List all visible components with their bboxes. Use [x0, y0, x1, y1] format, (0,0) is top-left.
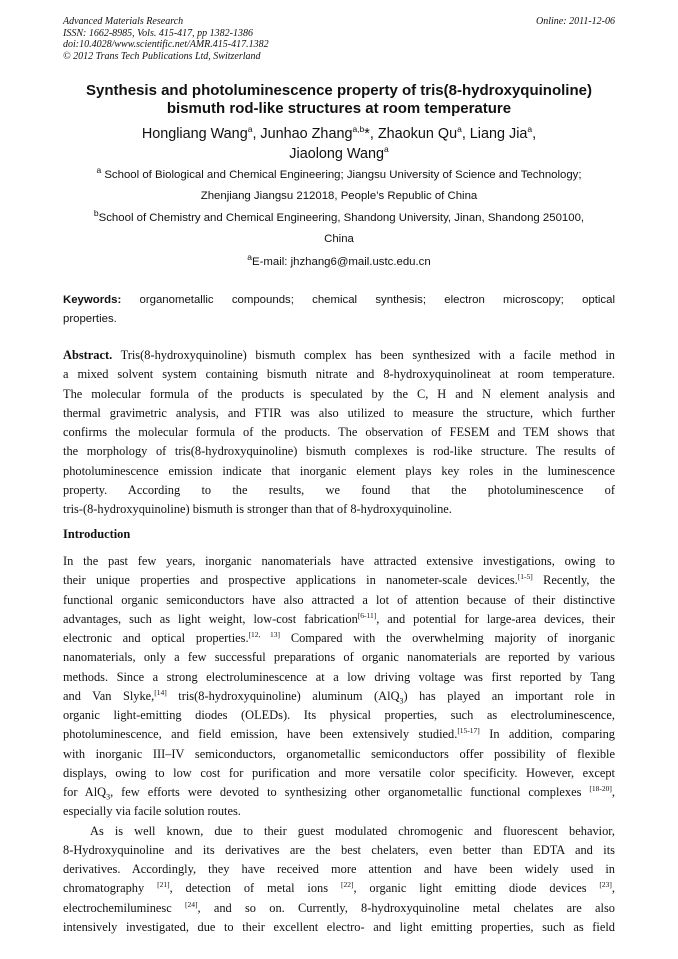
text-run: chromatography	[63, 881, 158, 896]
intro-line: 8-Hydroxyquinoline and its derivatives are the best chelaters, even better than EDTA and its	[63, 842, 615, 857]
copyright-line: © 2012 Trans Tech Publications Ltd, Switzerland	[63, 50, 261, 62]
citation: [6-11]	[357, 610, 377, 620]
intro-line: organic light-emitting diodes (OLEDs). Its physical properties, such as electroluminescence,	[63, 708, 615, 722]
abstract-line	[63, 346, 615, 365]
text-run: photoluminescence, and field emission, have been extensively studied.	[63, 727, 458, 742]
abstract-line: property. According to the results, we found that the photoluminescence of	[63, 482, 615, 497]
text-run: Recently, the	[532, 573, 616, 588]
abstract-line: a mixed solvent system containing bismuth nitrate and 8-hydroxyquinolineat at room temperature.	[63, 367, 615, 382]
paper-title	[40, 82, 638, 118]
text-run: ,	[611, 785, 615, 799]
keywords-label: Keywords:	[63, 294, 122, 306]
author-affil-mark: a	[383, 144, 389, 155]
author-name: Hongliang Wang	[141, 126, 248, 142]
intro-line: methods. Since a strong electroluminescence at a low driving voltage was first reported by Tang	[63, 669, 615, 684]
intro-line: displays, owing to low cost for purification and more versatile color specificity. However, except	[63, 765, 615, 780]
text-run: electrochemiluminesc	[63, 900, 185, 915]
keywords-line-1	[63, 291, 615, 310]
journal-header	[63, 16, 615, 62]
text-run: and Van Slyke,	[63, 688, 155, 703]
citation: [1-5]	[517, 572, 533, 582]
online-date: Online: 2011-12-06	[536, 16, 615, 27]
subscript: 3	[399, 696, 404, 706]
author-affil-mark: a	[247, 124, 253, 135]
affiliation-a	[63, 165, 615, 207]
text-run: ) has played an important role in	[403, 688, 616, 703]
author-name: Jiaolong Wang	[289, 146, 384, 162]
text-run: , detection of metal ions	[169, 881, 341, 896]
abstract-label: Abstract.	[63, 348, 113, 362]
author-name: , Liang Jia	[461, 126, 528, 142]
author-affil-mark: a	[457, 124, 462, 135]
intro-line	[63, 899, 615, 918]
author-affil-mark: a	[527, 124, 533, 135]
citation: [22]	[340, 880, 354, 890]
intro-line	[63, 610, 615, 629]
author-name: , Junhao Zhang	[252, 126, 353, 142]
intro-line	[63, 725, 615, 744]
author-affil-mark: a,b	[352, 124, 365, 135]
intro-line: In the past few years, inorganic nanomaterials have attracted extensive investigations, owing to	[63, 554, 615, 568]
doi-line: doi:10.4028/www.scientific.net/AMR.415-417.1382	[63, 39, 269, 51]
affiliation-b	[63, 208, 615, 250]
intro-line: especially via facile solution routes.	[63, 804, 241, 819]
text-run: , and so on. Currently, 8-hydroxyquinoline metal chelates are also	[197, 900, 616, 915]
text-run: In addition, comparing	[479, 727, 615, 742]
text-run: advantages, such as light weight, low-cost fabrication	[63, 611, 358, 626]
abstract-line: The molecular formula of the products is speculated by the C, H and N element analysis and	[63, 386, 615, 401]
citation: [21]	[157, 880, 170, 890]
abstract-line: thermal gravimetric analysis, and FTIR was also utilized to measure the structure, which further	[63, 405, 615, 420]
affiliation-a-line-2: Zhenjiang Jiangsu 212018, People’s Republic of China	[200, 190, 478, 202]
keywords-line-2: properties.	[63, 313, 117, 325]
text-run: electronic and optical properties.	[63, 631, 249, 645]
intro-line	[63, 687, 615, 706]
affiliation-b-line-1	[63, 208, 615, 229]
introduction-heading: Introduction	[63, 527, 131, 541]
intro-line	[63, 629, 615, 648]
affil-mark: b	[93, 208, 99, 219]
text-run: tris(8-hydroxyquinoline) aluminum (AlQ	[166, 688, 400, 703]
intro-line	[63, 783, 615, 802]
text-run: , and potential for large-area devices, their	[376, 611, 616, 626]
author-sep: ,	[532, 126, 537, 142]
abstract-text: Tris(8-hydroxyquinoline) bismuth complex has been synthesized with a facile method in	[112, 348, 615, 362]
keywords-block	[63, 291, 615, 329]
text-run: for AlQ	[63, 785, 107, 799]
keywords-text: organometallic compounds; chemical synthesis; electron microscopy; optical	[121, 294, 615, 306]
intro-line: with inorganic III–IV semiconductors, organometallic semiconductors offer possibility of flexible	[63, 746, 615, 761]
citation: [23]	[599, 880, 612, 890]
abstract-line: the morphology of tris(8-hydroxyquinoline) bismuth complexes is rod-like structure. The results of	[63, 444, 615, 459]
intro-line	[63, 571, 615, 590]
title-line-2: bismuth rod-like structures at room temperature	[166, 100, 512, 117]
text-run: , organic light emitting diode devices	[353, 881, 600, 896]
affiliation-text: School of Chemistry and Chemical Engineering, Shandong University, Jinan, Shandong 250100,	[98, 212, 585, 224]
text-run: , few efforts were devoted to synthesizing other organometallic functional complexes	[110, 785, 590, 799]
contact-email	[63, 252, 615, 273]
affiliation-a-line-1	[63, 165, 615, 186]
text-run: their unique properties and prospective applications in nanometer-scale devices.	[63, 573, 518, 588]
affil-mark: a	[247, 252, 252, 263]
text-run: ,	[611, 881, 616, 896]
issn-line: ISSN: 1662-8985, Vols. 415-417, pp 1382-1386	[63, 27, 253, 39]
introduction-body	[63, 552, 615, 937]
journal-name: Advanced Materials Research	[63, 16, 184, 27]
author-name: *, Zhaokun Qu	[364, 126, 458, 142]
affiliation-text: School of Biological and Chemical Engineering; Jiangsu University of Science and Technology;	[101, 169, 582, 181]
affil-mark: a	[96, 165, 102, 176]
intro-line: derivatives. Accordingly, they have received more attention and have been widely used in	[63, 862, 615, 876]
title-line-1: Synthesis and photoluminescence property of tris(8-hydroxyquinoline)	[86, 82, 592, 99]
author-line-1	[40, 124, 638, 144]
abstract-line: confirms the molecular formula of the products. The observation of FESEM and TEM shows that	[63, 425, 615, 439]
intro-line: nanomaterials, only a few successful preparations of organic nanomaterials are reported by various	[63, 650, 615, 665]
citation: [18-20]	[589, 783, 612, 793]
citation: [14]	[154, 687, 167, 697]
author-list	[40, 124, 638, 164]
email-text: E-mail: jhzhang6@mail.ustc.edu.cn	[252, 256, 431, 268]
intro-line: functional organic semiconductors have also attracted a lot of attention because of their distinctive	[63, 592, 615, 607]
intro-line	[63, 879, 615, 898]
abstract-line: photoluminescence emission indicate that inorganic element plays key roles in the luminescence	[63, 463, 615, 478]
subscript: 3	[106, 792, 111, 802]
intro-line: As is well known, due to their guest modulated chromogenic and fluorescent behavior,	[90, 823, 615, 838]
author-line-2	[40, 144, 638, 164]
citation: [24]	[184, 899, 198, 909]
citation: [15-17]	[457, 726, 480, 736]
citation: [12, 13]	[248, 629, 281, 639]
affiliation-b-line-2: China	[324, 233, 354, 245]
intro-line: intensively investigated, due to their excellent electro- and light emitting properties, such as field	[63, 919, 615, 934]
abstract-block	[63, 346, 615, 519]
abstract-line: tris-(8-hydroxyquinoline) bismuth is stronger than that of 8-hydroxyquinoline.	[63, 502, 452, 516]
text-run: Compared with the overwhelming majority of inorganic	[280, 631, 615, 645]
